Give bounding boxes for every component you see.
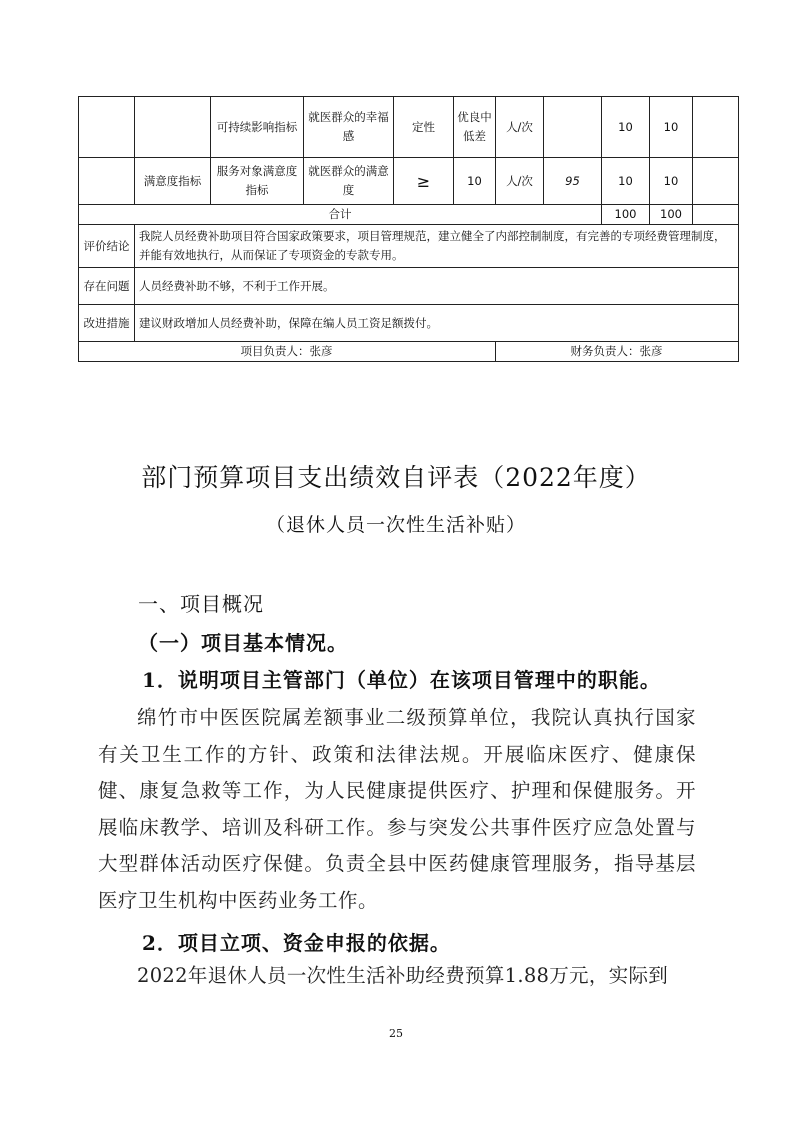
table-cell: 人/次: [496, 97, 544, 158]
project-lead: 项目负责人：张彦: [79, 342, 496, 362]
table-cell: 10: [602, 97, 650, 158]
table-cell: 10: [602, 158, 650, 205]
table-cell: ≥: [394, 158, 454, 205]
total-row: [79, 205, 739, 225]
measures-row: [79, 305, 739, 342]
table-row: [79, 158, 739, 205]
total-cell: 100: [650, 205, 693, 225]
problems-row: [79, 268, 739, 305]
page-subtitle: （退休人员一次性生活补贴）: [265, 514, 526, 536]
measures-label: 改进措施: [79, 305, 135, 342]
table-cell: 95: [544, 158, 602, 205]
item-heading: 2．项目立项、资金申报的依据。: [142, 931, 451, 955]
body-paragraph: 绵竹市中医医院属差额事业二级预算单位，我院认真执行国家有关卫生工作的方针、政策和法律法规。开展临床医疗、健康保健、康复急救等工作，为人民健康提供医疗、护理和保健服务。开展临床教学、培训及科研工作。参与突发公共事件医疗应急处置与大型群体活动医疗保健。负责全县中医药健康管理服务，指导基层医疗卫生机构中医药业务工作。: [98, 706, 696, 912]
table-cell: 满意度指标: [135, 158, 211, 205]
table-cell: 就医群众的满意度: [304, 158, 394, 205]
evaluation-text: 我院人员经费补助项目符合国家政策要求，项目管理规范，建立健全了内部控制制度，有完善的专项经费管理制度，并能有效地执行，从而保证了专项资金的专款专用。: [135, 225, 739, 268]
problems-text: 人员经费补助不够，不利于工作开展。: [135, 268, 739, 305]
table-cell: [79, 158, 135, 205]
table-cell: [79, 97, 135, 158]
table-cell: [693, 97, 739, 158]
finance-lead: 财务负责人：张彦: [496, 342, 739, 362]
evaluation-row: [79, 225, 739, 268]
page-title: 部门预算项目支出绩效自评表（2022年度）: [141, 463, 651, 492]
item-heading: 1．说明项目主管部门（单位）在该项目管理中的职能。: [142, 668, 661, 692]
table-cell: 10: [650, 158, 693, 205]
table-cell: [544, 97, 602, 158]
table-cell: 定性: [394, 97, 454, 158]
table-cell: 10: [454, 158, 496, 205]
total-cell: 100: [602, 205, 650, 225]
signature-row: [79, 342, 739, 362]
table-cell: 10: [650, 97, 693, 158]
table-cell: 服务对象满意度指标: [211, 158, 304, 205]
subsection-heading: （一）项目基本情况。: [138, 631, 348, 655]
performance-table: [78, 96, 739, 362]
section-heading: 一、项目概况: [138, 592, 264, 616]
page-number: 25: [389, 1027, 403, 1040]
table-cell: 可持续影响指标: [211, 97, 304, 158]
evaluation-label: 评价结论: [79, 225, 135, 268]
measures-text: 建议财政增加人员经费补助，保障在编人员工资足额拨付。: [135, 305, 739, 342]
table-cell: 就医群众的幸福感: [304, 97, 394, 158]
table-cell: 优良中低差: [454, 97, 496, 158]
table-cell: 人/次: [496, 158, 544, 205]
body-paragraph: 2022年退休人员一次性生活补助经费预算1.88万元，实际到: [137, 964, 669, 987]
problems-label: 存在问题: [79, 268, 135, 305]
table-cell: [693, 158, 739, 205]
table-cell: [135, 97, 211, 158]
table-cell: [693, 205, 739, 225]
total-label: 合计: [79, 205, 602, 225]
table-row: [79, 97, 739, 158]
